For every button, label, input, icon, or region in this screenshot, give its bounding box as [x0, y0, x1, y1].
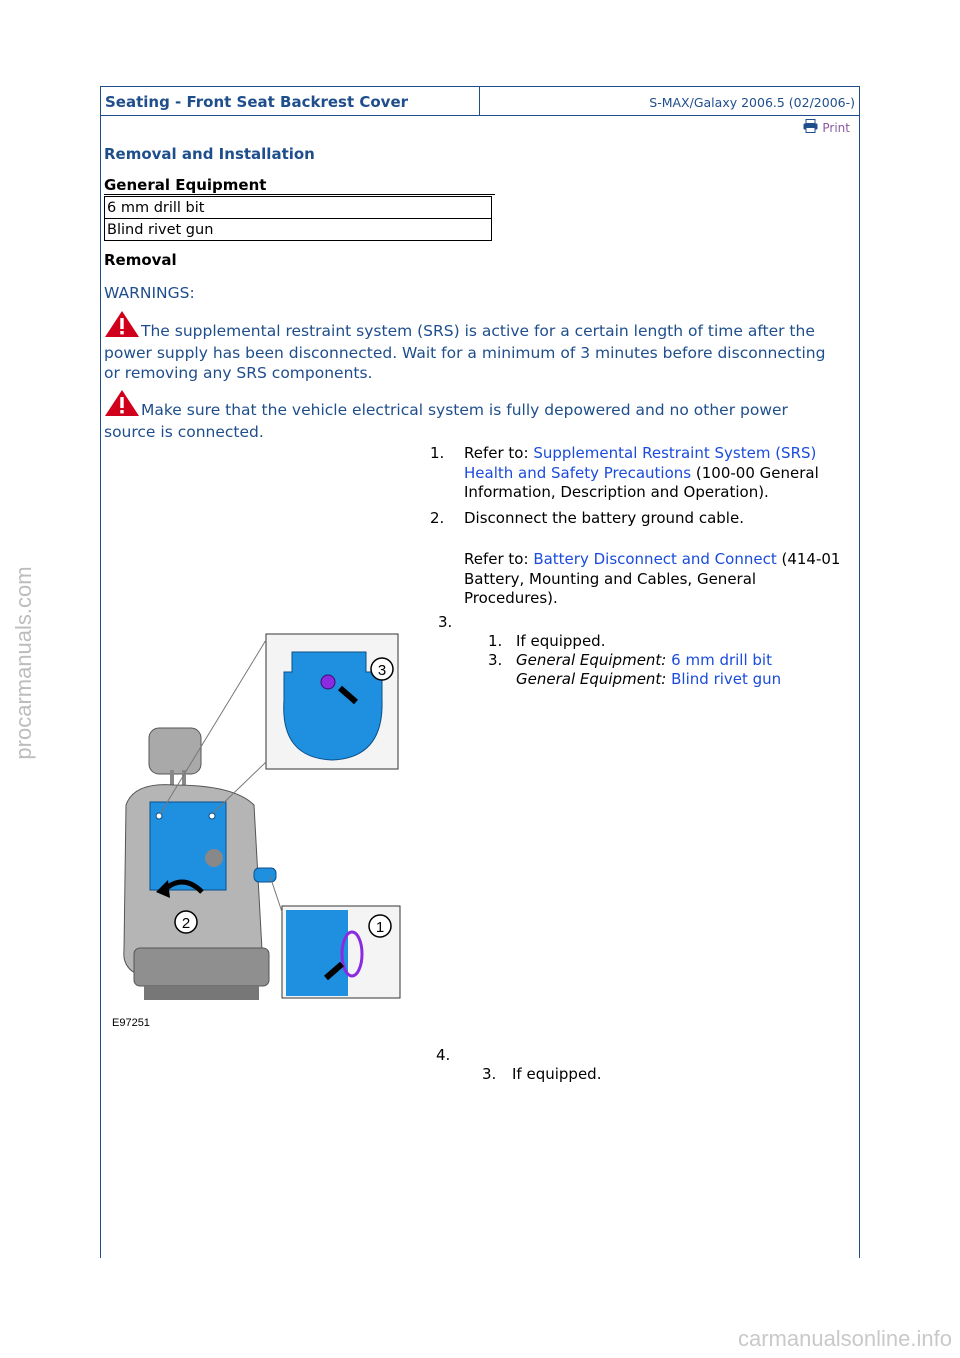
print-button[interactable] — [803, 119, 850, 136]
ge-label: General Equipment: — [516, 670, 667, 688]
callout-label: 1 — [375, 919, 385, 936]
step-text: Disconnect the battery ground cable. — [464, 509, 744, 527]
equipment-item: Blind rivet gun — [105, 219, 492, 241]
refer-prefix: Refer to: — [464, 550, 534, 568]
warning-text: The supplemental restraint system (SRS) is active for a certain length of time after the power supply has been disconnected. Wait for a minimum of 3 minutes before disconnecting or removing any SRS components. — [104, 322, 826, 382]
drill-bit-link[interactable]: 6 mm drill bit — [671, 651, 772, 669]
callout-2 — [175, 911, 197, 933]
refer-suffix: (414-01 Battery, Mounting and Cables, General Procedures). — [464, 550, 841, 607]
step-number: 1. — [430, 444, 445, 462]
heading-rule — [104, 194, 495, 195]
page-header — [100, 86, 860, 116]
step-number: 2. — [430, 509, 445, 527]
print-label: Print — [822, 120, 850, 135]
page-title: Seating - Front Seat Backrest Cover — [101, 87, 480, 115]
table-row — [105, 219, 492, 241]
refer-suffix: (100-00 General Information, Description and Operation). — [464, 463, 819, 501]
sub-step-number: 3. — [488, 651, 503, 669]
warning-triangle-icon — [104, 310, 140, 343]
step-number: 3. — [438, 613, 453, 631]
sub-step-number: 3. — [482, 1065, 497, 1083]
callout-label: 3 — [377, 662, 387, 679]
printer-icon — [803, 119, 818, 136]
warning-text: Make sure that the vehicle electrical system is fully depowered and no other power source is connected. — [104, 401, 788, 441]
seat-drawing — [124, 728, 276, 1000]
warnings-label: WARNINGS: — [104, 284, 195, 302]
sub-step-number: 1. — [488, 632, 503, 650]
srs-precautions-link[interactable]: Supplemental Restraint System (SRS) Health and Safety Precautions — [464, 444, 817, 482]
callout-label: 2 — [181, 915, 191, 932]
watermark-bottom: carmanualsonline.info — [737, 1326, 952, 1351]
callout-1 — [369, 915, 391, 937]
section-title: Removal and Installation — [104, 145, 315, 163]
warning-2 — [104, 389, 834, 442]
detail-top — [266, 634, 398, 769]
seat-illustration — [104, 630, 414, 1035]
general-equipment-heading: General Equipment — [104, 176, 267, 194]
rivet-gun-link[interactable]: Blind rivet gun — [671, 670, 782, 688]
sub-step-text: If equipped. — [512, 1065, 602, 1083]
warning-triangle-icon — [104, 389, 140, 422]
model-label: S-MAX/Galaxy 2006.5 (02/2006-) — [649, 95, 855, 110]
refer-prefix: Refer to: — [464, 444, 534, 462]
step-number: 4. — [436, 1046, 451, 1064]
general-equipment-table — [104, 196, 492, 241]
equipment-item: 6 mm drill bit — [105, 197, 492, 219]
table-row — [105, 197, 492, 219]
watermark-left: procarmanuals.com — [11, 566, 36, 760]
sub-step-text: If equipped. — [516, 632, 606, 650]
removal-heading: Removal — [104, 251, 177, 269]
ge-label: General Equipment: — [516, 651, 667, 669]
battery-disconnect-link[interactable]: Battery Disconnect and Connect — [533, 550, 777, 568]
callout-3 — [371, 658, 393, 680]
warning-1 — [104, 310, 834, 383]
figure-id: E97251 — [112, 1017, 150, 1029]
